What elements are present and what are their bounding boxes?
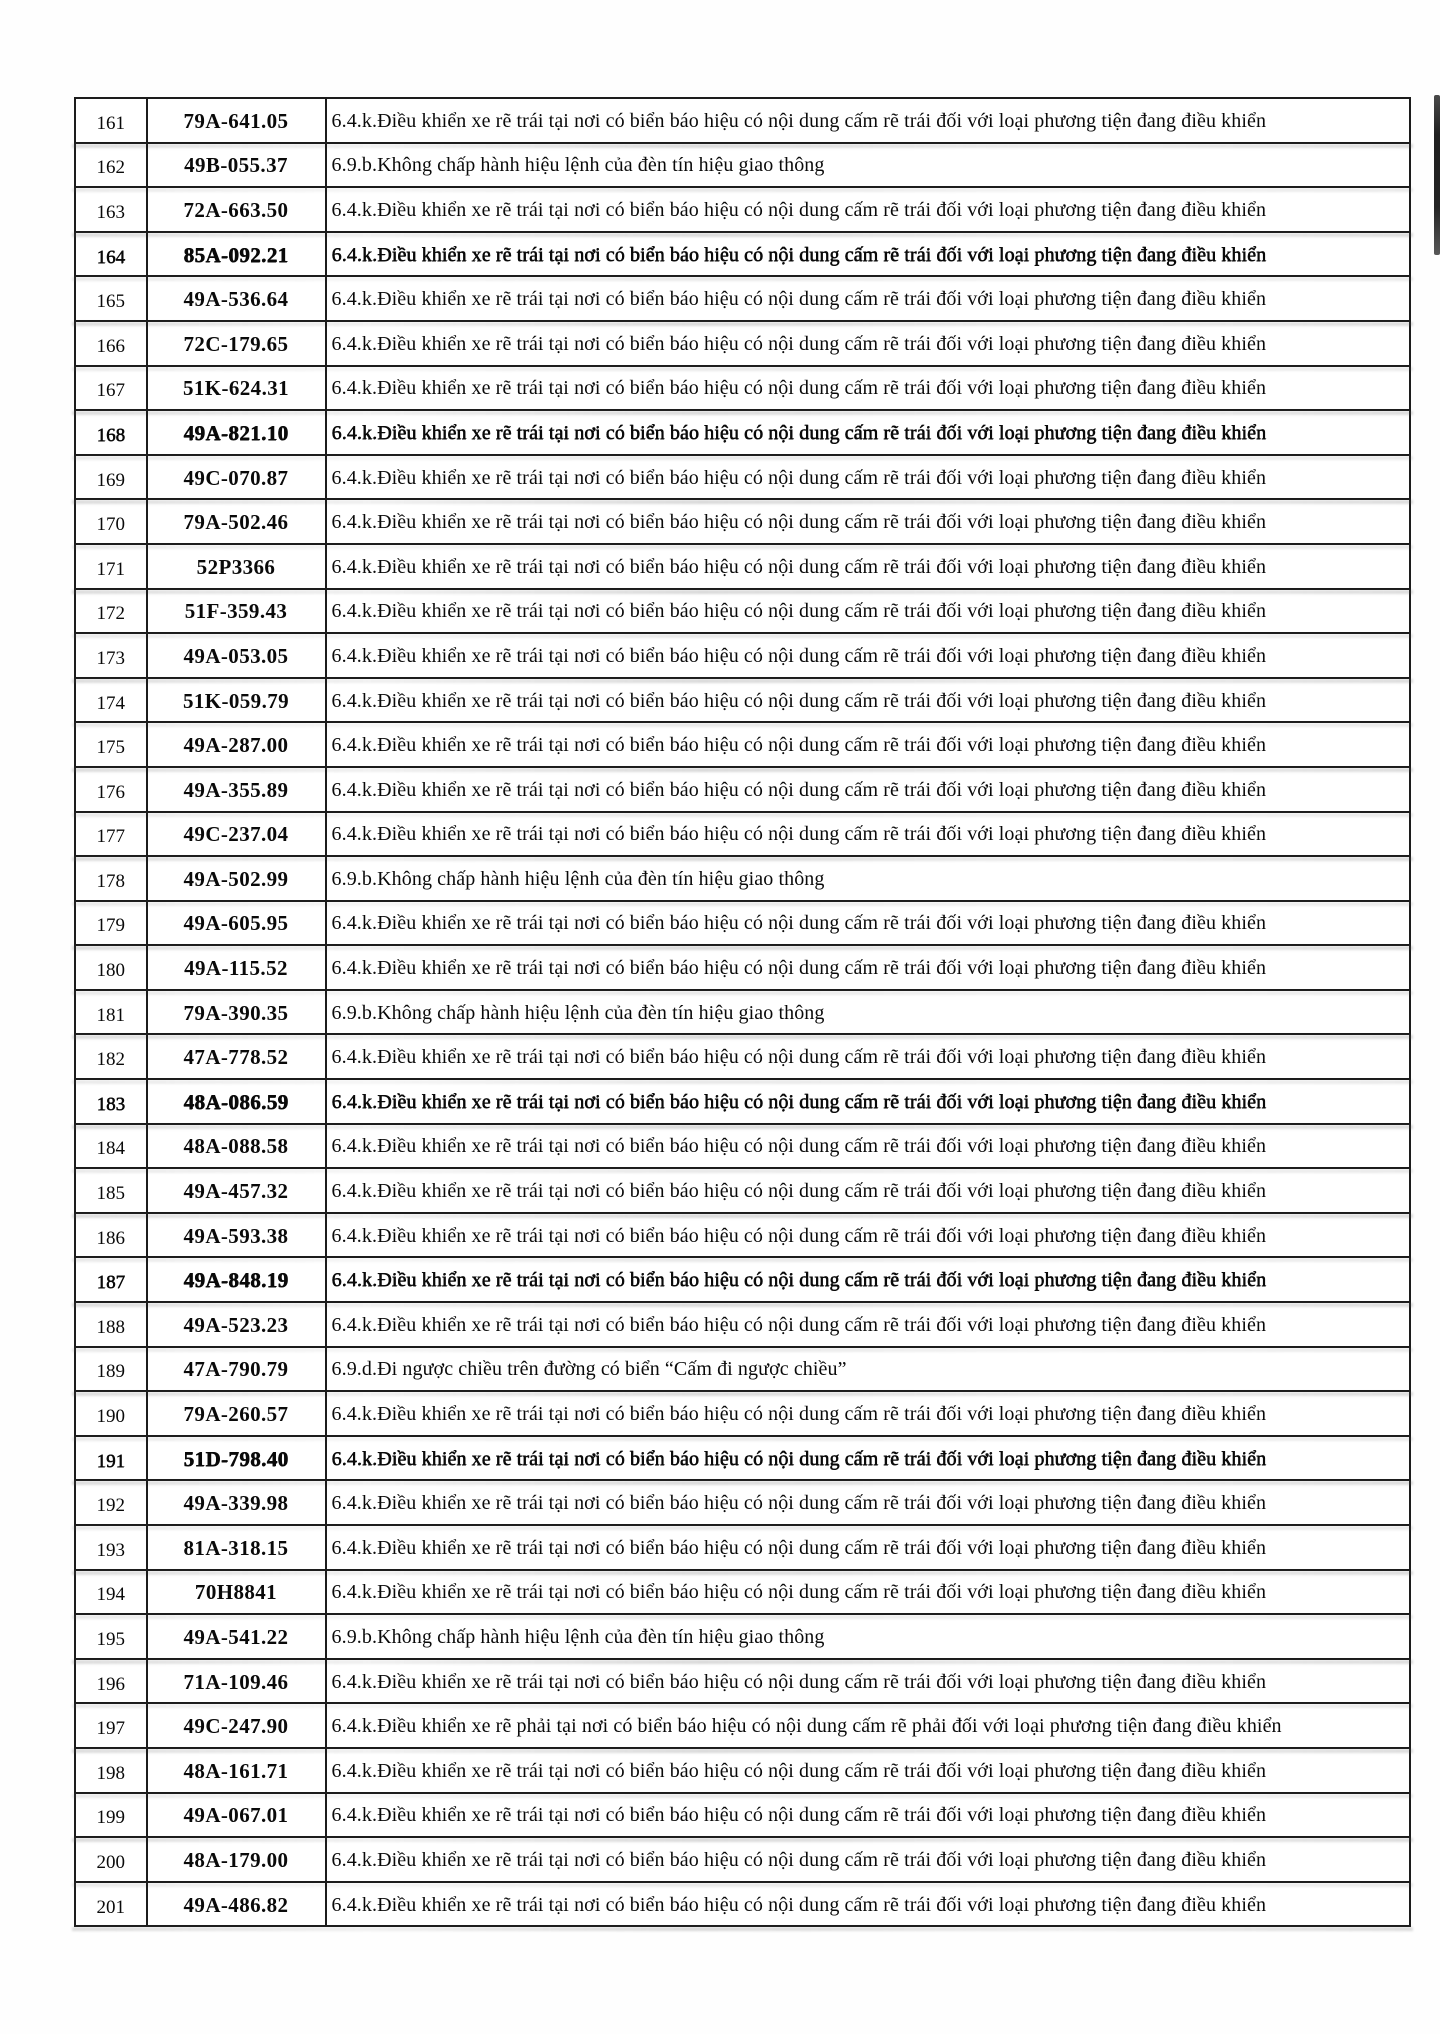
plate-number: 79A-502.46 [183,510,289,535]
plate-number: 49C-237.04 [183,822,289,847]
row-number-cell [76,768,148,811]
plate-cell [148,1794,327,1837]
plate-number: 49A-486.82 [183,1892,289,1917]
violation-text: 6.4.k.Điều khiển xe rẽ trái tại nơi có biển báo hiệu có nội dung cấm rẽ trái đối với loại phương tiện đang điều khiển [331,1269,1267,1292]
plate-number: 70H8841 [194,1580,278,1605]
row-number: 161 [96,112,125,134]
violation-cell [327,1348,1410,1391]
plate-cell [148,1571,327,1614]
plate-cell [148,946,327,989]
plate-number: 79A-641.05 [183,108,289,133]
violation-text: 6.4.k.Điều khiển xe rẽ trái tại nơi có biển báo hiệu có nội dung cấm rẽ trái đối với loại phương tiện đang điều khiển [331,1804,1267,1827]
violation-cell [327,1035,1410,1078]
plate-number: 49A-355.89 [183,777,289,802]
plate-cell [148,1214,327,1257]
plate-cell [148,1615,327,1658]
table-row [76,1035,1409,1080]
plate-number: 49A-067.01 [183,1803,289,1828]
violation-text: 6.4.k.Điều khiển xe rẽ trái tại nơi có biển báo hiệu có nội dung cấm rẽ trái đối với loại phương tiện đang điều khiển [331,1090,1267,1113]
plate-number: 79A-260.57 [183,1402,289,1427]
plate-number: 49C-247.90 [183,1714,289,1739]
violation-text: 6.4.k.Điều khiển xe rẽ trái tại nơi có biển báo hiệu có nội dung cấm rẽ trái đối với loại phương tiện đang điều khiển [331,912,1267,935]
table-row [76,1348,1409,1393]
violation-text: 6.9.b.Không chấp hành hiệu lệnh của đèn tín hiệu giao thông [331,154,825,177]
row-number: 168 [96,424,125,446]
row-number-cell [76,1794,148,1837]
row-number-cell [76,322,148,365]
violation-text: 6.9.d.Đi ngược chiều trên đường có biển “Cấm đi ngược chiều” [331,1358,847,1381]
plate-cell [148,1481,327,1524]
table-row [76,679,1409,724]
plate-cell [148,233,327,276]
violation-text: 6.4.k.Điều khiển xe rẽ trái tại nơi có biển báo hiệu có nội dung cấm rẽ trái đối với loại phương tiện đang điều khiển [331,243,1267,266]
row-number: 196 [96,1673,125,1695]
table-row [76,456,1409,501]
row-number: 169 [96,469,125,491]
plate-cell [148,768,327,811]
violation-cell [327,1214,1410,1257]
plate-cell [148,1838,327,1881]
violation-text: 6.4.k.Điều khiển xe rẽ trái tại nơi có biển báo hiệu có nội dung cấm rẽ trái đối với loại phương tiện đang điều khiển [331,421,1267,444]
violation-cell [327,590,1410,633]
violation-text: 6.4.k.Điều khiển xe rẽ trái tại nơi có biển báo hiệu có nội dung cấm rẽ trái đối với loại phương tiện đang điều khiển [331,1403,1267,1426]
row-number-cell [76,857,148,900]
table-row [76,1080,1409,1125]
row-number: 188 [96,1316,125,1338]
row-number: 175 [96,737,125,759]
row-number-cell [76,1392,148,1435]
violation-cell [327,1615,1410,1658]
violation-text: 6.4.k.Điều khiển xe rẽ trái tại nơi có biển báo hiệu có nội dung cấm rẽ trái đối với loại phương tiện đang điều khiển [331,109,1267,132]
violation-text: 6.4.k.Điều khiển xe rẽ trái tại nơi có biển báo hiệu có nội dung cấm rẽ trái đối với loại phương tiện đang điều khiển [331,555,1267,578]
row-number-cell [76,590,148,633]
violation-text: 6.4.k.Điều khiển xe rẽ trái tại nơi có biển báo hiệu có nội dung cấm rẽ trái đối với loại phương tiện đang điều khiển [331,778,1267,801]
table-row [76,813,1409,858]
plate-number: 49A-115.52 [184,956,288,981]
row-number: 193 [96,1539,125,1561]
violation-text: 6.9.b.Không chấp hành hiệu lệnh của đèn tín hiệu giao thông [331,1001,825,1024]
violation-cell [327,188,1410,231]
plate-cell [148,813,327,856]
table-row [76,367,1409,412]
row-number-cell [76,723,148,766]
plate-number: 51D-798.40 [183,1446,289,1471]
violation-cell [327,1080,1410,1123]
violation-cell [327,1704,1410,1747]
violation-cell [327,1838,1410,1881]
row-number-cell [76,411,148,454]
row-number: 167 [96,380,125,402]
table-row [76,902,1409,947]
row-number-cell [76,277,148,320]
plate-cell [148,902,327,945]
plate-number: 48A-086.59 [183,1089,289,1114]
plate-number: 51F-359.43 [184,599,288,624]
row-number-cell [76,1481,148,1524]
row-number-cell [76,1526,148,1569]
plate-number: 72A-663.50 [183,197,289,222]
plate-number: 72C-179.65 [183,331,289,356]
row-number-cell [76,634,148,677]
violation-cell [327,500,1410,543]
violation-cell [327,634,1410,677]
plate-cell [148,1749,327,1792]
violation-text: 6.4.k.Điều khiển xe rẽ trái tại nơi có biển báo hiệu có nội dung cấm rẽ trái đối với loại phương tiện đang điều khiển [331,1536,1267,1559]
violation-text: 6.4.k.Điều khiển xe rẽ trái tại nơi có biển báo hiệu có nội dung cấm rẽ trái đối với loại phương tiện đang điều khiển [331,1759,1267,1782]
violation-text: 6.4.k.Điều khiển xe rẽ trái tại nơi có biển báo hiệu có nội dung cấm rẽ trái đối với loại phương tiện đang điều khiển [331,1893,1267,1916]
table-row [76,1437,1409,1482]
row-number: 198 [96,1762,125,1784]
row-number-cell [76,1125,148,1168]
row-number: 189 [96,1361,125,1383]
violation-cell [327,1749,1410,1792]
row-number-cell [76,1258,148,1301]
violation-cell [327,1660,1410,1703]
row-number-cell [76,1660,148,1703]
violation-text: 6.4.k.Điều khiển xe rẽ phải tại nơi có biển báo hiệu có nội dung cấm rẽ phải đối với loại phương tiện đang điều khiển [331,1715,1282,1738]
row-number-cell [76,1615,148,1658]
row-number: 191 [96,1450,125,1472]
violation-text: 6.4.k.Điều khiển xe rẽ trái tại nơi có biển báo hiệu có nội dung cấm rẽ trái đối với loại phương tiện đang điều khiển [331,1581,1267,1604]
plate-cell [148,500,327,543]
plate-number: 49B-055.37 [184,153,288,178]
plate-cell [148,1883,327,1926]
row-number-cell [76,500,148,543]
violation-text: 6.4.k.Điều khiển xe rẽ trái tại nơi có biển báo hiệu có nội dung cấm rẽ trái đối với loại phương tiện đang điều khiển [331,377,1267,400]
plate-number: 49A-821.10 [183,420,289,445]
row-number: 184 [96,1138,125,1160]
plate-number: 49A-536.64 [183,287,289,312]
row-number-cell [76,99,148,142]
plate-cell [148,1169,327,1212]
violation-cell [327,1571,1410,1614]
row-number-cell [76,1571,148,1614]
row-number: 163 [96,201,125,223]
row-number-cell [76,1749,148,1792]
plate-cell [148,1125,327,1168]
row-number: 178 [96,870,125,892]
violation-cell [327,946,1410,989]
plate-number: 49A-287.00 [183,733,289,758]
plate-cell [148,590,327,633]
row-number-cell [76,1080,148,1123]
row-number-cell [76,1704,148,1747]
plate-number: 81A-318.15 [183,1535,289,1560]
row-number: 182 [96,1049,125,1071]
plate-number: 49A-541.22 [183,1624,289,1649]
violation-text: 6.4.k.Điều khiển xe rẽ trái tại nơi có biển báo hiệu có nội dung cấm rẽ trái đối với loại phương tiện đang điều khiển [331,288,1267,311]
plate-number: 49A-053.05 [183,643,289,668]
table-row [76,277,1409,322]
violation-text: 6.4.k.Điều khiển xe rẽ trái tại nơi có biển báo hiệu có nội dung cấm rẽ trái đối với loại phương tiện đang điều khiển [331,644,1267,667]
plate-cell [148,723,327,766]
plate-number: 49A-593.38 [183,1223,289,1248]
row-number: 164 [96,246,125,268]
row-number-cell [76,1883,148,1926]
plate-number: 47A-790.79 [183,1357,289,1382]
plate-cell [148,679,327,722]
row-number: 166 [96,335,125,357]
violation-text: 6.4.k.Điều khiển xe rẽ trái tại nơi có biển báo hiệu có nội dung cấm rẽ trái đối với loại phương tiện đang điều khiển [331,600,1267,623]
violation-cell [327,813,1410,856]
row-number-cell [76,367,148,410]
plate-cell [148,1035,327,1078]
table-row [76,1214,1409,1259]
plate-cell [148,1303,327,1346]
row-number-cell [76,233,148,276]
table-row [76,1660,1409,1705]
violation-text: 6.9.b.Không chấp hành hiệu lệnh của đèn tín hiệu giao thông [331,867,825,890]
plate-number: 49A-605.95 [183,911,289,936]
table-row [76,500,1409,545]
row-number-cell [76,1169,148,1212]
table-row [76,1838,1409,1883]
table-row [76,233,1409,278]
row-number-cell [76,902,148,945]
table-row [76,1883,1409,1928]
table-row [76,1125,1409,1170]
row-number-cell [76,813,148,856]
violation-cell [327,1883,1410,1926]
row-number: 197 [96,1718,125,1740]
violation-text: 6.4.k.Điều khiển xe rẽ trái tại nơi có biển báo hiệu có nội dung cấm rẽ trái đối với loại phương tiện đang điều khiển [331,1447,1267,1470]
violation-text: 6.4.k.Điều khiển xe rẽ trái tại nơi có biển báo hiệu có nội dung cấm rẽ trái đối với loại phương tiện đang điều khiển [331,734,1267,757]
plate-number: 51K-059.79 [182,688,290,713]
row-number: 192 [96,1495,125,1517]
row-number: 176 [96,781,125,803]
violation-cell [327,723,1410,766]
row-number: 185 [96,1183,125,1205]
violation-text: 6.4.k.Điều khiển xe rẽ trái tại nơi có biển báo hiệu có nội dung cấm rẽ trái đối với loại phương tiện đang điều khiển [331,689,1267,712]
violation-cell [327,1169,1410,1212]
table-row [76,991,1409,1036]
violation-text: 6.4.k.Điều khiển xe rẽ trái tại nơi có biển báo hiệu có nội dung cấm rẽ trái đối với loại phương tiện đang điều khiển [331,1313,1267,1336]
plate-number: 71A-109.46 [183,1669,289,1694]
violation-cell [327,99,1410,142]
row-number-cell [76,144,148,187]
plate-cell [148,545,327,588]
violation-cell [327,1303,1410,1346]
plate-cell [148,188,327,231]
row-number-cell [76,1214,148,1257]
violation-cell [327,367,1410,410]
row-number: 195 [96,1628,125,1650]
violation-cell [327,411,1410,454]
plate-cell [148,456,327,499]
violation-cell [327,679,1410,722]
row-number: 200 [96,1851,125,1873]
plate-number: 51K-624.31 [182,376,290,401]
plate-cell [148,144,327,187]
table-row [76,99,1409,144]
table-row [76,1258,1409,1303]
row-number: 173 [96,647,125,669]
violation-text: 6.4.k.Điều khiển xe rẽ trái tại nơi có biển báo hiệu có nội dung cấm rẽ trái đối với loại phương tiện đang điều khiển [331,1135,1267,1158]
row-number: 199 [96,1807,125,1829]
table-row [76,322,1409,367]
row-number: 186 [96,1227,125,1249]
row-number: 165 [96,291,125,313]
table-row [76,634,1409,679]
row-number-cell [76,679,148,722]
table-row [76,188,1409,233]
violation-text: 6.4.k.Điều khiển xe rẽ trái tại nơi có biển báo hiệu có nội dung cấm rẽ trái đối với loại phương tiện đang điều khiển [331,1848,1267,1871]
violation-cell [327,1437,1410,1480]
violation-text: 6.4.k.Điều khiển xe rẽ trái tại nơi có biển báo hiệu có nội dung cấm rẽ trái đối với loại phương tiện đang điều khiển [331,466,1267,489]
plate-number: 49A-457.32 [183,1179,289,1204]
plate-number: 48A-179.00 [183,1847,289,1872]
violation-cell [327,322,1410,365]
plate-number: 49A-848.19 [183,1268,289,1293]
plate-number: 52P3366 [196,554,276,579]
plate-cell [148,277,327,320]
plate-number: 79A-390.35 [183,1000,289,1025]
row-number-cell [76,991,148,1034]
row-number: 180 [96,960,125,982]
row-number: 170 [96,514,125,536]
violation-cell [327,1526,1410,1569]
row-number: 183 [96,1093,125,1115]
plate-cell [148,1080,327,1123]
table-row [76,1704,1409,1749]
plate-cell [148,1704,327,1747]
plate-number: 49C-070.87 [183,465,289,490]
violation-cell [327,277,1410,320]
violation-cell [327,545,1410,588]
plate-cell [148,367,327,410]
row-number-cell [76,1437,148,1480]
plate-cell [148,857,327,900]
plate-number: 49A-502.99 [183,866,289,891]
table-row [76,946,1409,991]
row-number: 177 [96,826,125,848]
table-row [76,1481,1409,1526]
plate-cell [148,1526,327,1569]
table-row [76,1303,1409,1348]
violation-cell [327,233,1410,276]
table-row [76,1794,1409,1839]
table-row [76,857,1409,902]
violation-text: 6.4.k.Điều khiển xe rẽ trái tại nơi có biển báo hiệu có nội dung cấm rẽ trái đối với loại phương tiện đang điều khiển [331,957,1267,980]
table-row [76,590,1409,635]
violation-text: 6.4.k.Điều khiển xe rẽ trái tại nơi có biển báo hiệu có nội dung cấm rẽ trái đối với loại phương tiện đang điều khiển [331,511,1267,534]
row-number-cell [76,545,148,588]
violation-cell [327,1481,1410,1524]
plate-number: 48A-161.71 [183,1758,289,1783]
plate-number: 47A-778.52 [183,1045,289,1070]
row-number-cell [76,1348,148,1391]
table-row [76,545,1409,590]
plate-cell [148,1392,327,1435]
plate-cell [148,411,327,454]
violation-cell [327,991,1410,1034]
plate-number: 48A-088.58 [183,1134,289,1159]
violation-cell [327,456,1410,499]
violation-text: 6.9.b.Không chấp hành hiệu lệnh của đèn tín hiệu giao thông [331,1625,825,1648]
row-number-cell [76,1838,148,1881]
violation-cell [327,857,1410,900]
row-number-cell [76,456,148,499]
table-row [76,1571,1409,1616]
table-row [76,1749,1409,1794]
plate-number: 49A-523.23 [183,1312,289,1337]
violation-text: 6.4.k.Điều khiển xe rẽ trái tại nơi có biển báo hiệu có nội dung cấm rẽ trái đối với loại phương tiện đang điều khiển [331,1046,1267,1069]
violation-cell [327,768,1410,811]
table-row [76,768,1409,813]
violation-text: 6.4.k.Điều khiển xe rẽ trái tại nơi có biển báo hiệu có nội dung cấm rẽ trái đối với loại phương tiện đang điều khiển [331,1492,1267,1515]
table-row [76,1169,1409,1214]
row-number: 171 [96,558,125,580]
scan-artifact-streak [1434,95,1440,255]
plate-cell [148,991,327,1034]
table-row [76,723,1409,768]
row-number: 162 [96,157,125,179]
row-number: 179 [96,915,125,937]
row-number-cell [76,1303,148,1346]
violation-cell [327,902,1410,945]
row-number: 190 [96,1406,125,1428]
row-number-cell [76,1035,148,1078]
violation-text: 6.4.k.Điều khiển xe rẽ trái tại nơi có biển báo hiệu có nội dung cấm rẽ trái đối với loại phương tiện đang điều khiển [331,198,1267,221]
violation-text: 6.4.k.Điều khiển xe rẽ trái tại nơi có biển báo hiệu có nội dung cấm rẽ trái đối với loại phương tiện đang điều khiển [331,332,1267,355]
plate-cell [148,1348,327,1391]
violation-cell [327,1258,1410,1301]
plate-cell [148,99,327,142]
table-row [76,1615,1409,1660]
plate-number: 49A-339.98 [183,1491,289,1516]
violation-text: 6.4.k.Điều khiển xe rẽ trái tại nơi có biển báo hiệu có nội dung cấm rẽ trái đối với loại phương tiện đang điều khiển [331,823,1267,846]
table-row [76,1392,1409,1437]
row-number: 194 [96,1584,125,1606]
row-number-cell [76,188,148,231]
violation-cell [327,144,1410,187]
violation-cell [327,1794,1410,1837]
plate-cell [148,634,327,677]
violation-cell [327,1392,1410,1435]
table-row [76,411,1409,456]
violation-text: 6.4.k.Điều khiển xe rẽ trái tại nơi có biển báo hiệu có nội dung cấm rẽ trái đối với loại phương tiện đang điều khiển [331,1670,1267,1693]
violation-cell [327,1125,1410,1168]
row-number: 181 [96,1004,125,1026]
plate-cell [148,1258,327,1301]
violation-table [74,97,1411,1927]
plate-cell [148,1660,327,1703]
plate-number: 85A-092.21 [183,242,289,267]
table-row [76,144,1409,189]
table-row [76,1526,1409,1571]
plate-cell [148,1437,327,1480]
violation-text: 6.4.k.Điều khiển xe rẽ trái tại nơi có biển báo hiệu có nội dung cấm rẽ trái đối với loại phương tiện đang điều khiển [331,1224,1267,1247]
plate-cell [148,322,327,365]
violation-text: 6.4.k.Điều khiển xe rẽ trái tại nơi có biển báo hiệu có nội dung cấm rẽ trái đối với loại phương tiện đang điều khiển [331,1180,1267,1203]
row-number: 201 [96,1896,125,1918]
row-number: 172 [96,603,125,625]
row-number: 174 [96,692,125,714]
row-number-cell [76,946,148,989]
row-number: 187 [96,1272,125,1294]
